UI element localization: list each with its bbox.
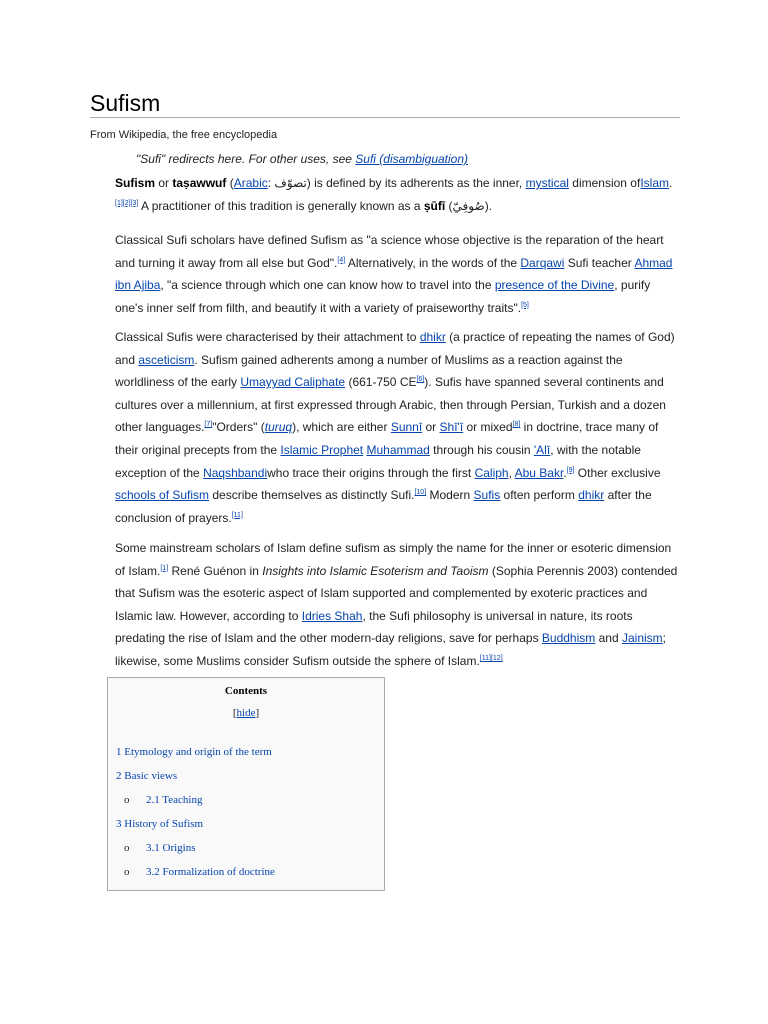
toc-item-etymology[interactable]: [116, 746, 272, 758]
text-span: (: [226, 176, 234, 190]
text-span: (صُوفِيّ).: [445, 198, 493, 213]
sufis-link[interactable]: Sufis: [473, 488, 501, 503]
citation-1[interactable]: [1]: [160, 564, 169, 572]
toc-item-formalization[interactable]: [124, 866, 275, 878]
text-span: describe themselves as distinctly Sufi.: [209, 488, 415, 503]
darqawi-link[interactable]: Darqawi: [520, 255, 565, 270]
citation-5[interactable]: [5]: [521, 301, 529, 309]
citation-11[interactable]: [11]: [231, 511, 243, 519]
text-span: dimension of: [568, 176, 641, 190]
text-span: Sufi teacher: [564, 255, 635, 270]
citation-1-2-3[interactable]: [1][2][3]: [115, 199, 139, 207]
citation-8[interactable]: [8]: [512, 421, 521, 429]
toc-item-label: 2.1 Teaching: [146, 794, 203, 806]
text-span: Modern: [426, 488, 474, 503]
arabic-text: : تصوّف: [267, 176, 307, 190]
toc-item-origins[interactable]: [124, 842, 196, 854]
toc-item-label: 3 History of Sufism: [116, 818, 204, 830]
toc-item-history[interactable]: [116, 818, 203, 830]
text-span: or mixed: [463, 420, 513, 435]
text-span: , "a science through which one can know how to travel into the: [160, 278, 495, 293]
toc-item-teaching[interactable]: [124, 794, 202, 806]
toc-hide-toggle: [108, 707, 384, 719]
text-span: , the Sufi philosophy is universal in nature, its roots predating the rise of Islam and the other modern-day religions, save for perhaps: [115, 608, 633, 646]
caliph-link[interactable]: Caliph: [474, 465, 509, 480]
disambiguation-link[interactable]: Sufi (disambiguation): [355, 152, 469, 166]
text-span: .: [563, 465, 567, 480]
buddhism-link[interactable]: Buddhism: [541, 631, 596, 646]
paragraph-mainstream-scholars: [115, 537, 680, 673]
page-title: Sufism: [90, 90, 161, 116]
text-span: ,: [508, 465, 515, 480]
text-span: (a practice of repeating the names of God) and: [115, 330, 675, 367]
text-span: after the conclusion of prayers.: [115, 488, 652, 525]
hatnote: [136, 152, 468, 166]
text-span: Other exclusive: [574, 465, 661, 480]
toc-item-basic-views[interactable]: [116, 770, 177, 782]
citation-4[interactable]: [4]: [337, 256, 346, 264]
text-span: ; likewise, some Muslims consider Sufism outside the sphere of Islam.: [115, 631, 667, 668]
toc-hide-link[interactable]: hide: [236, 707, 256, 719]
term-sufism: Sufism: [115, 176, 156, 190]
text-span: René Guénon in: [168, 563, 263, 578]
citation-10[interactable]: [10]: [414, 489, 427, 497]
toc-title: Contents: [224, 685, 268, 697]
shii-link[interactable]: Shī'ī: [439, 420, 464, 435]
text-span: ). Sufis have spanned several continents and cultures over a millennium, at first expressed through Arabic, then through Persian, Turkish and a dozen other languages.: [115, 375, 666, 435]
text-span: or: [422, 420, 440, 435]
islamic-prophet-link[interactable]: Islamic Prophet: [280, 442, 364, 457]
toc-item-label: 3.1 Origins: [146, 842, 196, 854]
table-of-contents: [107, 677, 385, 891]
text-span: Classical Sufis were characterised by their attachment to: [115, 330, 420, 344]
ali-link[interactable]: 'Alī: [533, 442, 551, 457]
bullet-icon: o: [124, 866, 130, 878]
asceticism-link[interactable]: asceticism: [138, 352, 195, 367]
text-span: through his cousin: [429, 442, 534, 457]
idries-shah-link[interactable]: Idries Shah: [301, 608, 363, 623]
citation-9[interactable]: [9]: [566, 466, 575, 474]
text-span: or: [155, 176, 173, 190]
abu-bakr-link[interactable]: Abu Bakr: [514, 465, 564, 480]
text-span: who trace their origins through the first: [267, 465, 475, 480]
mystical-link[interactable]: mystical: [525, 176, 569, 190]
citation-11-12[interactable]: [11][12]: [479, 654, 503, 662]
presence-of-the-divine-link[interactable]: presence of the Divine: [494, 278, 615, 293]
citation-6[interactable]: [6]: [416, 376, 425, 384]
muhammad-link[interactable]: Muhammad: [366, 442, 430, 457]
text-span: (661-750 CE: [345, 375, 417, 390]
text-span: Some mainstream scholars of Islam define sufism as simply the name for the inner or esoteric dimension of Islam.: [115, 541, 672, 578]
text-span: ) is defined by its adherents as the inner,: [306, 176, 526, 190]
paragraph-definition: [115, 229, 680, 319]
text-span: , purify one's inner self from filth, and beautify it with a variety of praiseworthy traits".: [115, 278, 651, 315]
islam-link[interactable]: Islam: [640, 176, 669, 190]
bracket: ]: [255, 707, 260, 719]
text-span: and: [595, 631, 622, 646]
site-subtitle: From Wikipedia, the free encyclopedia: [90, 129, 278, 141]
bullet-icon: o: [124, 842, 130, 854]
title-divider: [90, 117, 680, 118]
hatnote-text: "Sufi" redirects here. For other uses, see: [136, 152, 356, 166]
text-span: in doctrine, trace many of their original precepts from the: [115, 420, 659, 457]
citation-7[interactable]: [7]: [204, 421, 213, 429]
text-span: , with the notable exception of the: [115, 442, 641, 480]
dhikr-link-2[interactable]: dhikr: [578, 488, 605, 503]
ahmad-ibn-ajiba-link[interactable]: Ahmad ibn Ajiba: [115, 255, 673, 293]
toc-item-label: 1 Etymology and origin of the term: [116, 746, 272, 758]
text-span: Classical Sufi scholars have defined Sufism as "a science whose objective is the reparation of the heart and turning it away from all else but God".: [115, 233, 664, 270]
jainism-link[interactable]: Jainism: [621, 631, 663, 646]
paragraph-classical-sufis: [115, 326, 680, 529]
bracket: [: [232, 707, 237, 719]
text-span: "Orders" (: [212, 420, 265, 435]
term-tasawwuf: taṣawwuf: [172, 176, 227, 190]
umayyad-caliphate-link[interactable]: Umayyad Caliphate: [240, 375, 346, 390]
toc-item-label: 2 Basic views: [116, 770, 178, 782]
paragraph-intro: [115, 172, 680, 217]
bullet-icon: o: [124, 794, 130, 806]
text-span: Alternatively, in the words of the: [345, 255, 521, 270]
text-span: A practitioner of this tradition is generally known as a: [138, 198, 424, 213]
sunni-link[interactable]: Sunnī: [390, 420, 423, 435]
text-span: . Sufism gained adherents among a number of Muslims as a reaction against the worldliness of the early: [115, 352, 623, 390]
text-span: often perform: [500, 488, 579, 503]
naqshbandi-link[interactable]: Naqshbandi: [203, 465, 268, 480]
text-span: ), which are either: [292, 420, 391, 435]
turuq-link[interactable]: turuq: [264, 420, 293, 435]
arabic-link[interactable]: Arabic: [233, 176, 268, 190]
text-span: (Sophia Perennis 2003) contended that Sufism was the esoteric aspect of Islam supported and complemented by exoteric practices and Islamic law. However, according to: [115, 563, 678, 623]
term-sufi: ṣūfī: [423, 198, 446, 213]
schools-of-sufism-link[interactable]: schools of Sufism: [115, 488, 210, 503]
text-span: .: [668, 176, 673, 190]
dhikr-link[interactable]: dhikr: [419, 330, 446, 344]
toc-item-label: 3.2 Formalization of doctrine: [146, 866, 275, 878]
book-title: Insights into Islamic Esoterism and Taoism: [262, 563, 489, 578]
